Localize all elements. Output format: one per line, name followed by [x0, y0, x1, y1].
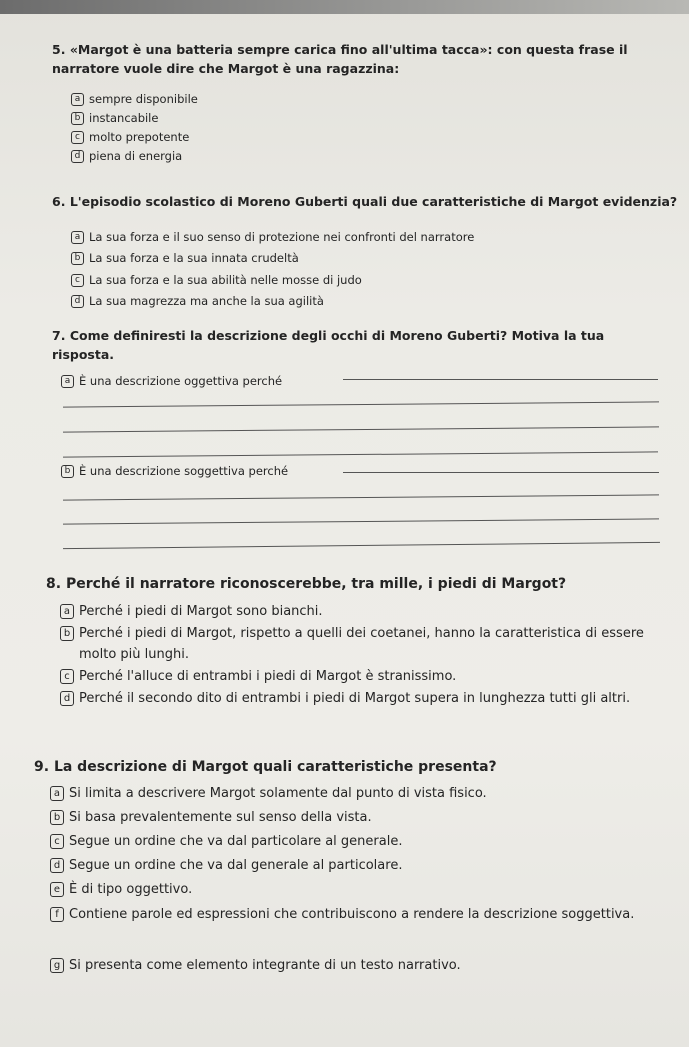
q5-option-a[interactable]: a sempre disponibile — [71, 91, 198, 107]
q9-option-e[interactable]: e È di tipo oggettivo. — [50, 879, 192, 900]
page-top-edge — [0, 0, 689, 14]
question-8-title: 8. Perché il narratore riconoscerebbe, tra mille, i piedi di Margot? — [46, 576, 567, 592]
q9-option-d[interactable]: d Segue un ordine che va dal generale al particolare. — [50, 855, 402, 876]
question-5-title: 5. «Margot è una batteria sempre carica fino all'ultima tacca»: con questa frase il narratore vuole dire che Margot è una ragazzina: — [52, 42, 628, 76]
q6-option-d[interactable]: d La sua magrezza ma anche la sua agilità — [71, 293, 324, 309]
q8-option-a[interactable]: a Perché i piedi di Margot sono bianchi. — [60, 601, 323, 622]
q6-option-b[interactable]: b La sua forza e la sua innata crudeltà — [71, 250, 299, 266]
q7-answer-line[interactable] — [63, 426, 659, 432]
q7-answer-line[interactable] — [63, 451, 658, 457]
q7-answer-line[interactable] — [343, 379, 658, 380]
q9-option-g[interactable]: g Si presenta come elemento integrante di un testo narrativo. — [50, 955, 461, 976]
q9-option-a[interactable]: a Si limita a descrivere Margot solamente dal punto di vista fisico. — [50, 783, 487, 804]
q7-answer-line[interactable] — [63, 542, 660, 549]
q5-option-c[interactable]: c molto prepotente — [71, 129, 189, 145]
q7-answer-line[interactable] — [63, 494, 659, 500]
q7-option-b: b È una descrizione soggettiva perché — [61, 463, 288, 479]
q7-answer-line[interactable] — [63, 401, 659, 407]
q8-option-b[interactable]: b Perché i piedi di Margot, rispetto a quelli dei coetanei, hanno la caratteristica di essere molto più lunghi. — [60, 623, 660, 665]
q8-option-c[interactable]: c Perché l'alluce di entrambi i piedi di Margot è stranissimo. — [60, 666, 456, 687]
q9-option-c[interactable]: c Segue un ordine che va dal particolare al generale. — [50, 831, 402, 852]
q7-answer-line[interactable] — [63, 518, 659, 524]
q9-option-f[interactable]: f Contiene parole ed espressioni che contribuiscono a rendere la descrizione soggettiva. — [50, 904, 660, 925]
q6-option-a[interactable]: a La sua forza e il suo senso di protezione nei confronti del narratore — [71, 229, 474, 245]
q7-option-a: a È una descrizione oggettiva perché — [61, 373, 282, 389]
q7-answer-line[interactable] — [343, 472, 659, 473]
q5-option-b[interactable]: b instancabile — [71, 110, 158, 126]
question-9-title: 9. La descrizione di Margot quali caratteristiche presenta? — [34, 759, 497, 775]
q8-option-d[interactable]: d Perché il secondo dito di entrambi i piedi di Margot supera in lunghezza tutti gli altri. — [60, 688, 660, 709]
question-7-title: 7. Come definiresti la descrizione degli occhi di Moreno Guberti? Motiva la tua risposta. — [52, 328, 605, 362]
question-6-title: 6. L'episodio scolastico di Moreno Guberti quali due caratteristiche di Margot evidenzia? — [52, 194, 678, 209]
q6-option-c[interactable]: c La sua forza e la sua abilità nelle mosse di judo — [71, 272, 362, 288]
q5-option-d[interactable]: d piena di energia — [71, 148, 182, 164]
q9-option-b[interactable]: b Si basa prevalentemente sul senso della vista. — [50, 807, 372, 828]
